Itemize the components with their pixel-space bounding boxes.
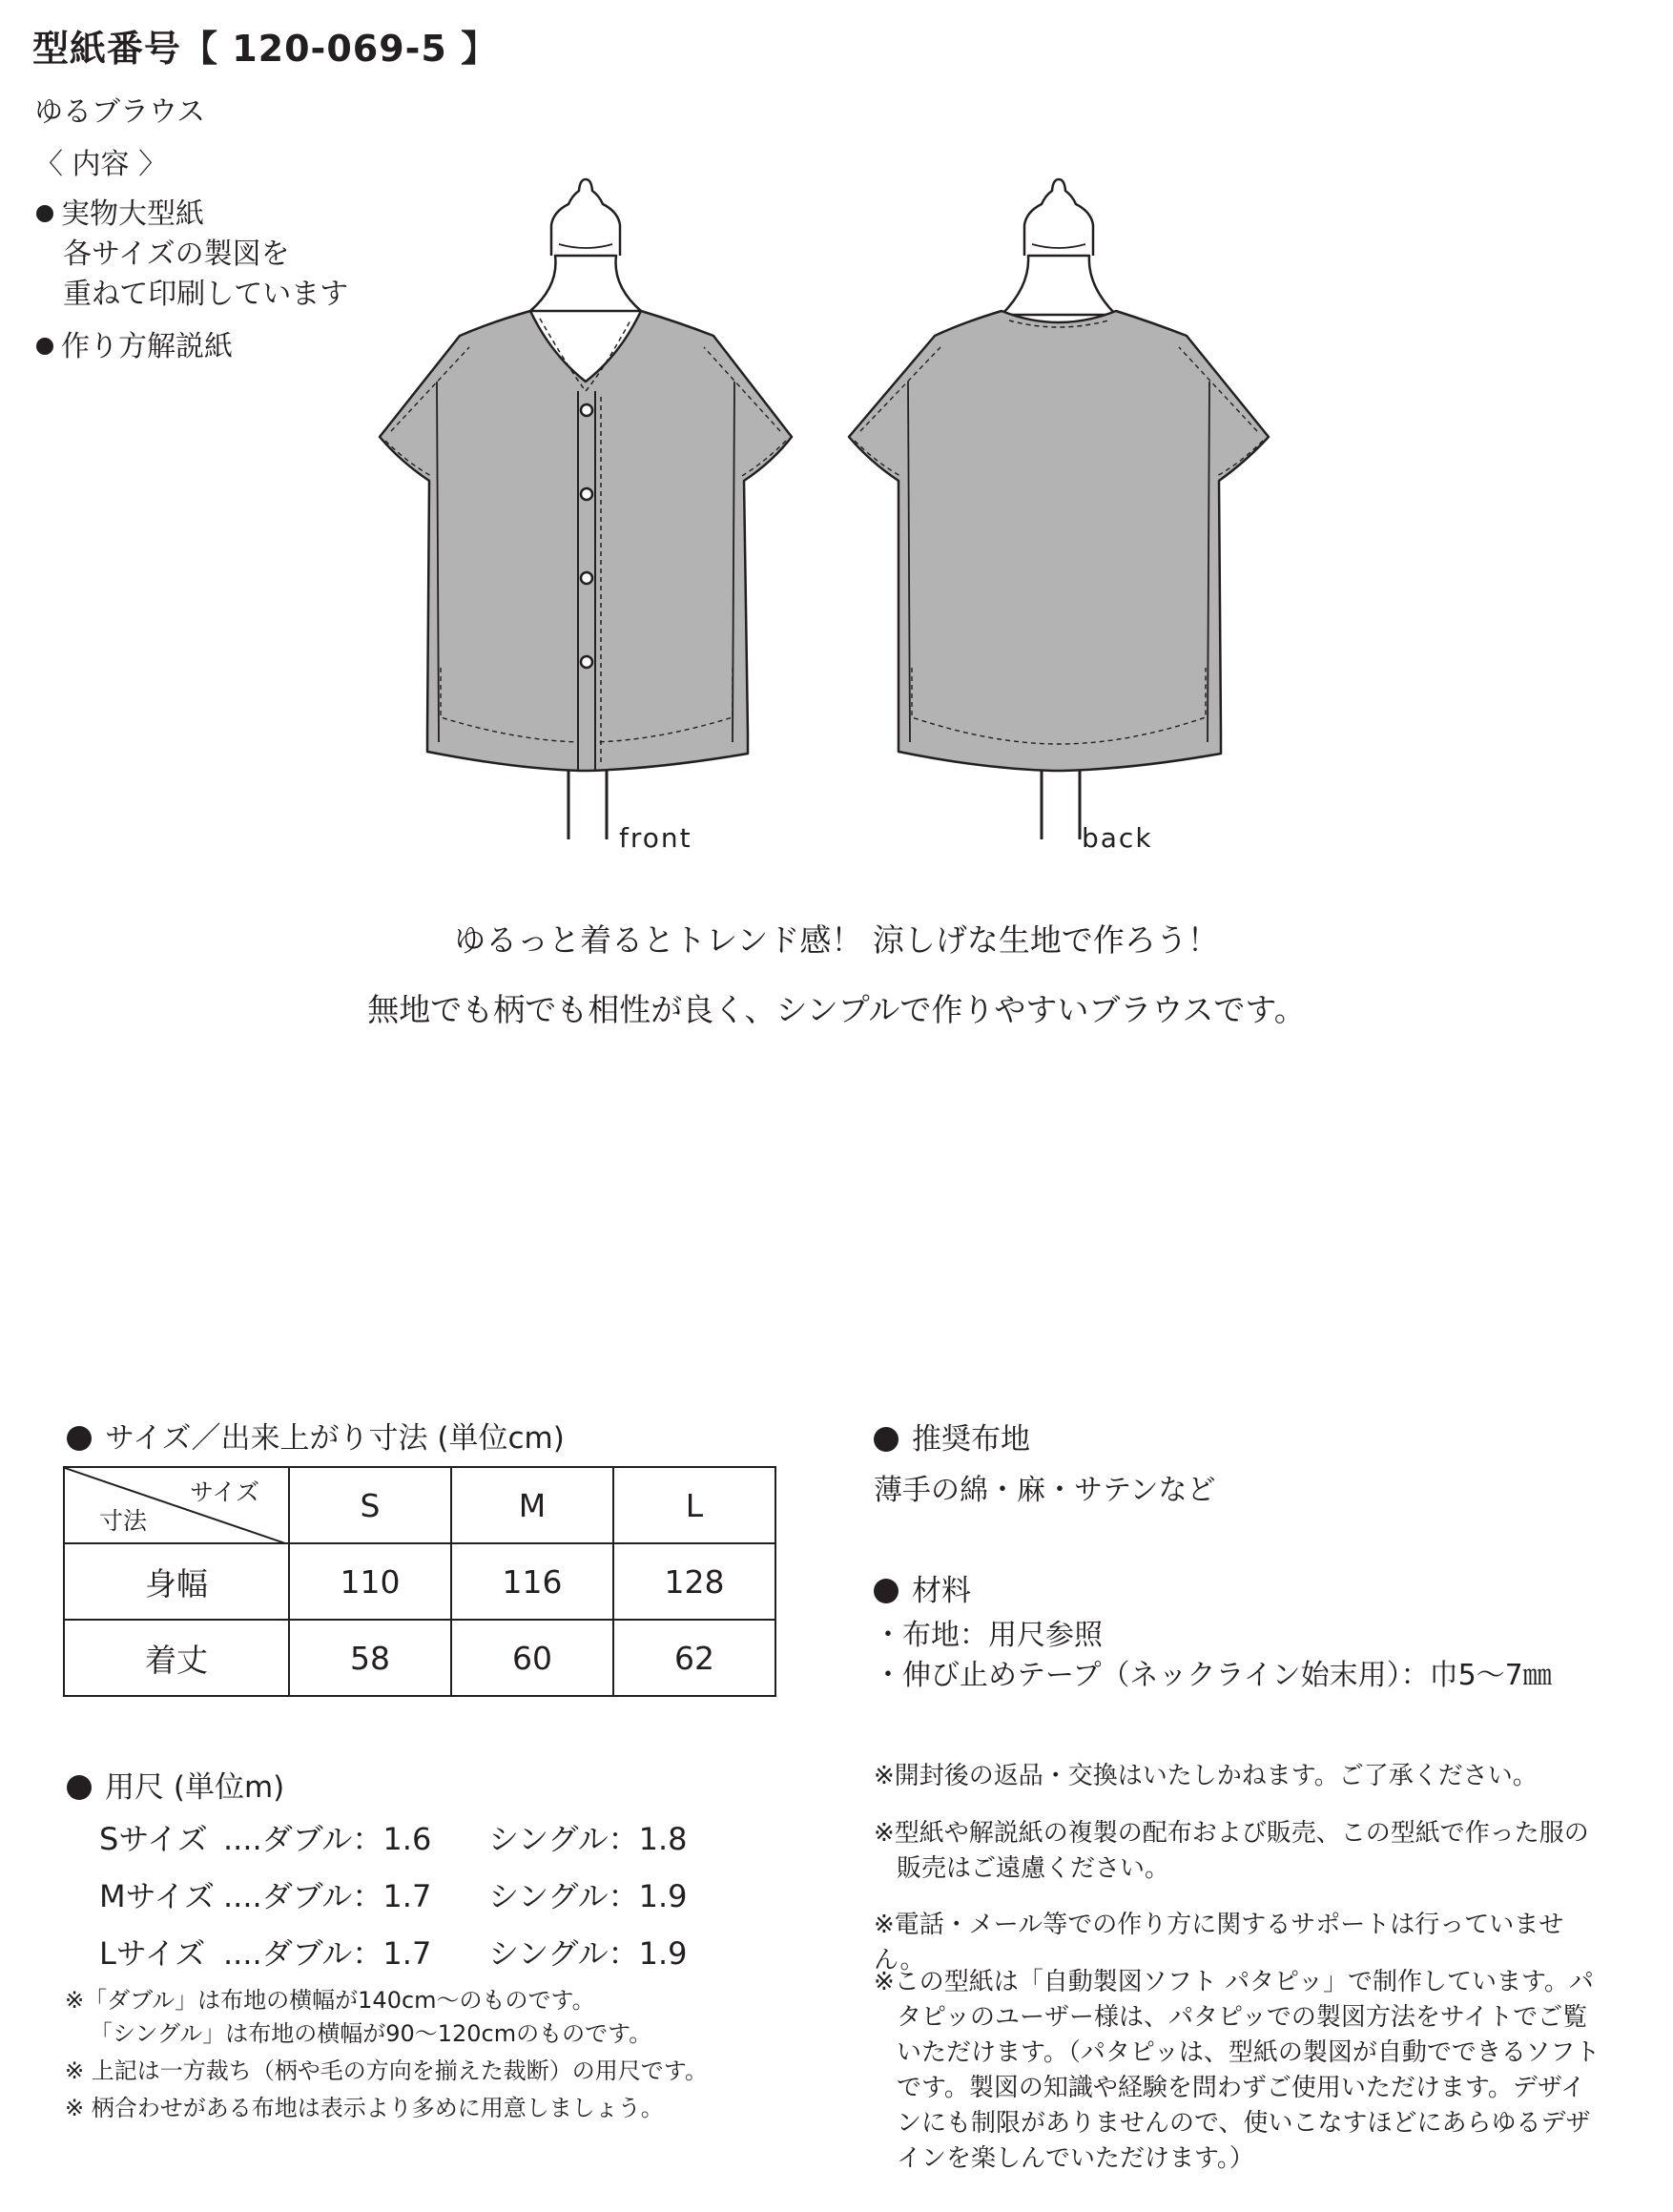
table-corner-cell: サイズ 寸法 bbox=[64, 1467, 289, 1543]
blouse-illustration bbox=[0, 0, 1673, 878]
size-table bbox=[63, 1466, 776, 1697]
front-blouse-body bbox=[380, 311, 792, 771]
table-cell: 60 bbox=[451, 1620, 613, 1696]
bullet-icon bbox=[874, 1579, 898, 1603]
materials-heading: 材料 bbox=[874, 1566, 971, 1609]
front-label: front bbox=[619, 822, 692, 854]
bullet-icon bbox=[874, 1427, 898, 1452]
yardage-notes: ※「ダブル」は布地の横幅が140cm〜のものです。 「シングル」は布地の横幅が90〜120cmのものです。 ※ 上記は一方裁ち（柄や毛の方向を揃えた裁断）の用尺です。 ※ 柄合わせがある布地は表示より多めに用意しましょう。 bbox=[65, 1987, 708, 2121]
yardage-row-l: Lサイズ ....ダブル：1.7 シングル：1.9 bbox=[99, 1935, 688, 1972]
contents-item-instructions: 作り方解説紙 bbox=[36, 322, 233, 364]
notice-3: ※電話・メール等での作り方に関するサポートは行っていません。 bbox=[874, 1911, 1564, 1974]
column-header: S bbox=[289, 1467, 451, 1543]
yardage-row-s: Sサイズ ....ダブル：1.6 シングル：1.8 bbox=[99, 1821, 688, 1857]
table-cell: 62 bbox=[613, 1620, 775, 1696]
table-cell: 116 bbox=[451, 1543, 613, 1620]
materials-list bbox=[874, 1616, 1552, 1696]
table-cell: 110 bbox=[289, 1543, 451, 1620]
table-row bbox=[64, 1620, 775, 1696]
catchcopy-line2: 無地でも柄でも相性が良く、シンプルで作りやすいブラウスです。 bbox=[367, 991, 1306, 1028]
notice-2: ※型紙や解説紙の複製の配布および販売、この型紙で作った服の販売はご遠慮ください。 bbox=[874, 1819, 1589, 1883]
column-header: M bbox=[451, 1467, 613, 1543]
row-label: 着丈 bbox=[64, 1620, 289, 1696]
front-view bbox=[380, 179, 792, 839]
bullet-icon bbox=[67, 1775, 92, 1800]
table-cell: 58 bbox=[289, 1620, 451, 1696]
page-title: 型紙番号【 120-069-5 】 bbox=[32, 28, 499, 70]
fabric-heading: 推奨布地 bbox=[874, 1415, 1030, 1457]
table-cell: 128 bbox=[613, 1543, 775, 1620]
product-name: ゆるブラウス bbox=[34, 95, 206, 129]
list-item: ・布地：用尺参照 bbox=[874, 1619, 1103, 1652]
yardage-row-m: Mサイズ ....ダブル：1.7 シングル：1.9 bbox=[99, 1878, 688, 1914]
size-heading: サイズ／出来上がり寸法 (単位cm) bbox=[67, 1414, 565, 1457]
contents-heading: 〈 内容 〉 bbox=[34, 148, 168, 181]
catchcopy-line1: ゆるっと着るとトレンド感！ 涼しげな生地で作ろう！ bbox=[454, 921, 1219, 959]
fabric-text: 薄手の綿・麻・サテンなど bbox=[874, 1474, 1216, 1507]
notice-1: ※開封後の返品・交換はいたしかねます。ご了承ください。 bbox=[874, 1762, 1538, 1790]
column-header: L bbox=[613, 1467, 775, 1543]
contents-item-pattern: 実物大型紙 各サイズの製図を 重ねて印刷しています bbox=[36, 195, 348, 315]
table-row bbox=[64, 1467, 775, 1543]
back-label: back bbox=[1082, 822, 1153, 854]
bullet-icon bbox=[67, 1426, 92, 1451]
table-row bbox=[64, 1543, 775, 1620]
back-view bbox=[849, 179, 1269, 839]
notice-4: ※この型紙は「自動製図ソフト パタピッ」で制作しています。パタピッのユーザー様は、パタピッでの製図方法をサイトでご覧いただけます。（パタピッは、型紙の製図が自動でできるソフトです。製図の知識や経験を問わずご使用いただけます。デザインにも制限がありませんので、使いこなすほどにあらゆるデザインを楽しんでいただけます。） bbox=[874, 1968, 1601, 2173]
row-label: 身幅 bbox=[64, 1543, 289, 1620]
list-item: ・伸び止めテープ（ネックライン始末用）：巾5〜7㎜ bbox=[874, 1659, 1552, 1692]
yardage-heading: 用尺 (単位m) bbox=[67, 1763, 284, 1806]
